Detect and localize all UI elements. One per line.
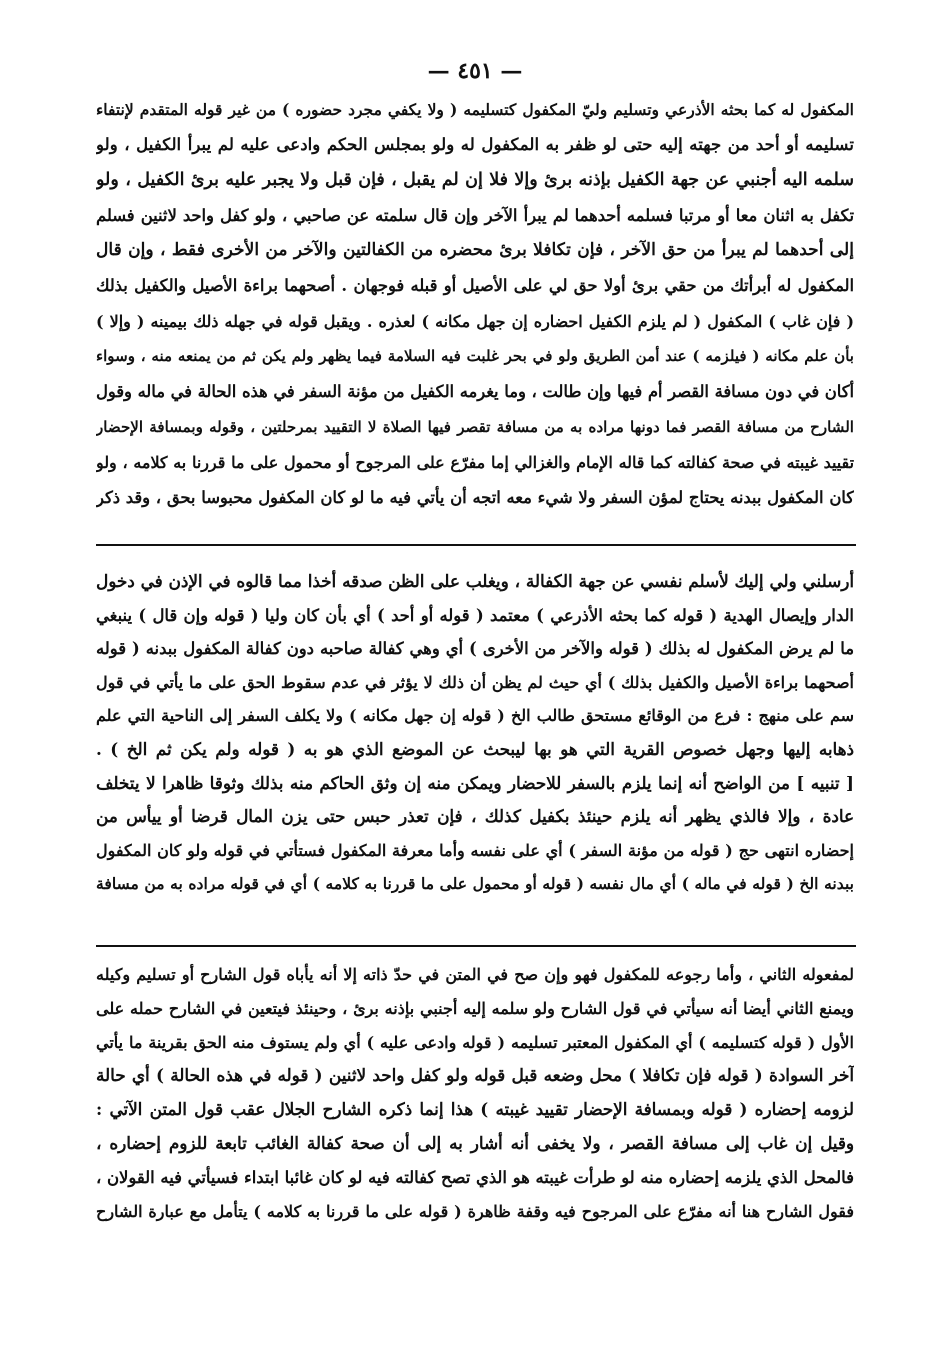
main-text-line: تكفل به اثنان معا أو مرتبا فسلمه أحدهما لم يبرأ الآخر وإن قال سلمته عن صاحبي ، ولو كفل واحد لاثنين فسلم (96, 205, 854, 225)
main-text-line: إلى أحدهما لم يبرأ من حق الآخر ، فإن تكافلا برئ محضره من الكفالتين والآخر من الأخرى فقط ، وإن قال (96, 240, 854, 261)
main-text-line: المكفول له أبرأتك من حقي برئ أولا حق لي على الأصيل أو قبله فوجهان . أصحهما براءة الأصيل والكفيل بذلك (96, 276, 854, 296)
commentary-second-line: الأول ( قوله كتسليمه ) أي المكفول المعتبر تسليمه ( قوله وادعى عليه ) أي ولم يستوف منه الحق بقرينة ما يأتي (96, 1032, 854, 1052)
main-text-line: ( فإن غاب ) المكفول ( لم يلزم الكفيل احضاره إن جهل مكانه ) لعذره . ويقبل قوله في جهله ذلك بيمينه ( وإلا ) (96, 311, 854, 331)
commentary-first-line: أصحهما براءة الأصيل والكفيل بذلك ) أي حيث لم يظن أن ذلك لا يؤثر في عدم سقوط الحق على ما يأتي في قول (96, 672, 854, 692)
main-text-line: تسليمه أو أحد من جهته إليه حتى لو ظفر به المكفول له ولو بمجلس الحكم وادعى عليه لم يبرأ الكفيل ، ولو (96, 134, 854, 155)
commentary-second-line: ويمنع الثاني أيضا أنه سيأتي في قول الشارح ولو سلمه إليه أجنبي بإذنه برئ ، وحينئذ فيتعين في الشارح حمله على (96, 998, 854, 1018)
commentary-first-line: ببدنه الخ ( قوله في ماله ) أي مال نفسه ( قوله أو محمول على ما قررنا به كلامه ) أي في قوله مراده به من مسافة (96, 874, 854, 894)
commentary-second-line: لمفعوله الثاني ، وأما رجوعه للمكفول فهو وإن صح في المتن في حدّ ذاته إلا أنه يأباه قول الشارح أو تسليم وكيله (96, 965, 854, 984)
commentary-first-line: ما لم يرض المكفول له بذلك ( قوله والآخر من الأخرى ) أي وهي كفالة صاحبه دون كفالة المكفول ببدنه ( قوله (96, 639, 854, 659)
commentary-second-line: فالمحل الذي يلزمه إحضاره منه لو طرأت غيبته هو الذي تصح كفالته فيه لو كان غائبا ابتداء فسيأتي فيه القولان ، (96, 1167, 854, 1187)
commentary-first-line: [ تنبيه ] من الواضح أنه إنما يلزم بالسفر للاحضار ويمكن منه إن وثق الحاكم منه بذلك وثوقا ظاهرا لا يتخلف (96, 772, 854, 793)
main-text-line: أكان في دون مسافة القصر أم فيها وإن طالت ، وما يغرمه الكفيل من مؤنة السفر في هذه الحالة في ماله وقول (96, 382, 854, 402)
commentary-second-line: لزومه إحضاره ( قوله وبمسافة الإحضار تقييد غيبته ) هذا إنما ذكره الشارح الجلال عقب قول المتن الآتي : (96, 1099, 854, 1120)
section-divider (96, 945, 856, 947)
commentary-second-line: وقيل إن غاب إلى مسافة القصر ، ولا يخفى أنه أشار به إلى أن صحة كفالة الغائب تابعة للزوم إحضاره ، (96, 1132, 854, 1153)
main-text-line: بأن علم مكانه ( فيلزمه ) عند أمن الطريق ولو في بحر غلبت فيه السلامة فيما يظهر ولم يكن ثم من يمنعه منه ، وسواء (96, 347, 854, 366)
main-text (96, 92, 854, 516)
commentary-second-line: آخر السوادة ( قوله فإن تكافلا ) محل وضعه قبل قوله ولو كفل واحد لاثنين ( قوله في هذه الحالة ) أي حالة (96, 1065, 854, 1086)
commentary-second-line: فقول الشارح هنا أنه مفرّع على المرجوح فيه وقفة ظاهرة ( قوله على ما قررنا به كلامه ) يتأمل مع عبارة الشارح (96, 1201, 854, 1221)
commentary-first-line: الدار وإيصال الهدية ( قوله كما بحثه الأذرعي ) معتمد ( قوله أو أحد ) أي بأن كان وليا ( قوله وإن قال ) ينبغي (96, 605, 854, 625)
commentary-first-line: سم على منهج : فرع من الوقائع مستحق طالب الخ ( قوله إن جهل مكانه ) ولا يكلف السفر إلى الناحية التي علم (96, 706, 854, 726)
main-text-line: الشارح من مسافة القصر فما دونها مراده به من مسافة تقصر فيها الصلاة لا التقييد بمرحلتين ، وقوله وبمسافة الإحضار (96, 417, 854, 436)
page-number: — ٤٥١ — (427, 58, 523, 84)
main-text-line: سلمه اليه أجنبي عن جهة الكفيل بإذنه برئ وإلا فلا إن لم يقبل ، فإن قبل ولا يجبر عليه برئ الكفيل ، ولو (96, 169, 854, 190)
commentary-first-line: أرسلني ولي إليك لأسلم نفسي عن جهة الكفالة ، ويغلب على الظن صدقه أخذا مما قالوه في الإذن في دخول (96, 571, 854, 591)
main-text-line: تقييد غيبته في صحة كفالته كما قاله الإمام والغزالي إما مفرّع على المرجوح أو محمول على ما قررنا به كلامه ، ولو (96, 452, 854, 472)
commentary-second (96, 958, 854, 1228)
commentary-first-line: ذهابه إليها وجهل خصوص القرية التي هو بها ليبحث عن الموضع الذي هو به ( قوله ولم يكن ثم الخ ) . (96, 738, 854, 759)
commentary-first-line: إحضاره انتهى حج ( قوله من مؤنة السفر ) أي على نفسه وأما معرفة المكفول فستأتي في قوله ولو كان المكفول (96, 840, 854, 860)
main-text-line: كان المكفول ببدنه يحتاج لمؤن السفر ولا شيء معه اتجه أن يأتي فيه ما لو كان المكفول محبوسا بحق ، وقد ذكر (96, 488, 854, 508)
commentary-first-line: عادة ، وإلا فالذي يظهر أنه يلزم حينئذ بكفيل كذلك ، فإن تعذر حبس حتى يزن المال قرضا أو ييأس من (96, 806, 854, 827)
main-text-line: المكفول له كما بحثه الأذرعي وتسليم وليّ المكفول كتسليمه ( ولا يكفي مجرد حضوره ) من غير قوله المتقدم لإنتفاء (96, 100, 854, 119)
commentary-first (96, 565, 854, 901)
section-divider (96, 544, 856, 546)
